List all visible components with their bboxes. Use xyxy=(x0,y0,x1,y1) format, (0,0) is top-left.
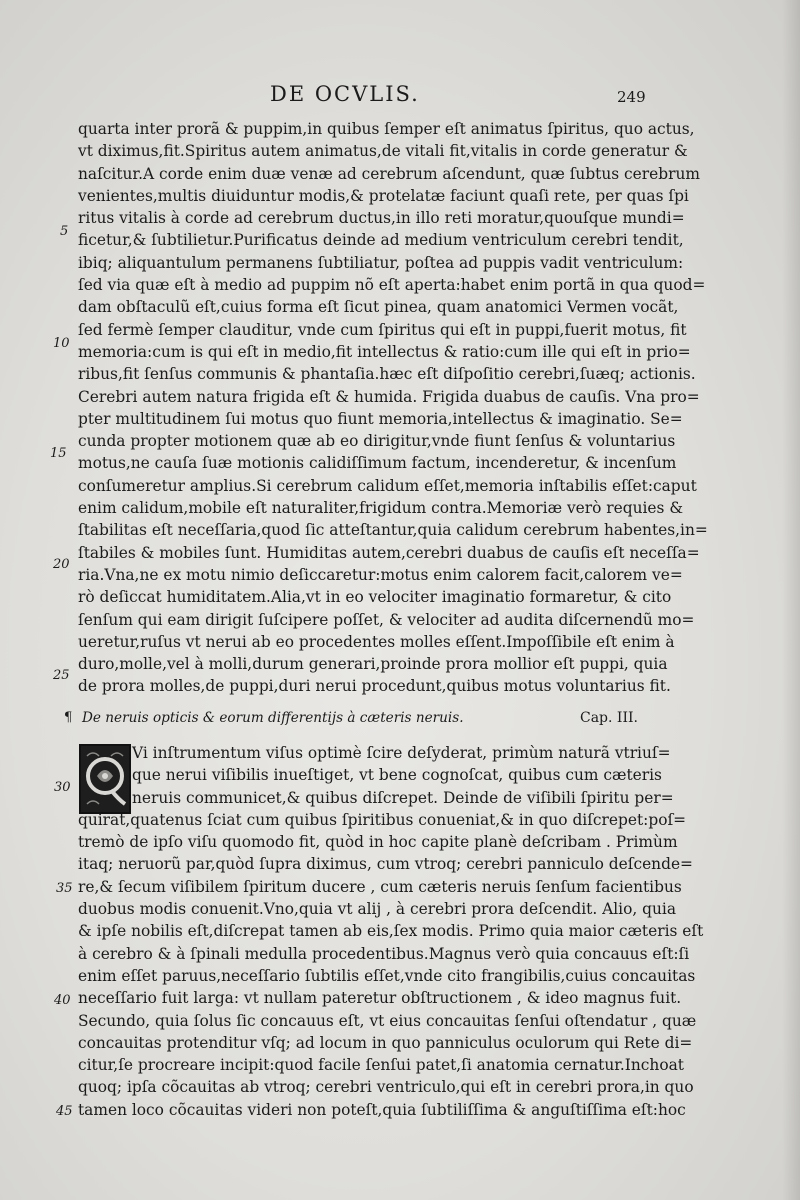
text-line: conſumeretur amplius.Si cerebrum calidum eſſet,memoria inſtabilis eſſet:caput xyxy=(78,476,697,495)
margin-number: 40 xyxy=(54,993,71,1008)
text-line: quarta inter prorã & puppim,in quibus ſemper eſt animatus ſpiritus, quo actus, xyxy=(78,120,695,138)
text-line: cunda propter motionem quæ ab eo dirigitur,vnde fiunt ſenſus & voluntarius xyxy=(78,432,676,451)
text-line: pter multitudinem ſui motus quo fiunt memoria,intellectus & imaginatio. Se= xyxy=(78,409,683,428)
text-line: de prora molles,de puppi,duri nerui procedunt,quibus motus voluntarius fit. xyxy=(78,677,671,696)
text-line: ſed fermè ſemper clauditur, vnde cum ſpiritus qui eſt in puppi,fuerit motus, fit xyxy=(78,320,687,339)
body-text xyxy=(78,118,708,698)
text-line: ria.Vna,ne ex motu nimio deſiccaretur:motus enim calorem facit,calorem ve= xyxy=(78,565,683,584)
text-line: ſtabiles & mobiles ſunt. Humiditas autem,cerebri duabus de cauſis eſt neceſſa= xyxy=(78,543,700,562)
margin-number: 20 xyxy=(53,557,70,572)
margin-number: 15 xyxy=(50,446,67,461)
text-line: enim calidum,mobile eſt naturaliter,frigidum contra.Memoriæ verò requies & xyxy=(78,499,684,518)
margin-number: 45 xyxy=(56,1104,73,1119)
text-line: motus,ne cauſa ſuæ motionis calidiſſimum factum, incenderetur, & incenſum xyxy=(78,454,677,473)
text-line: duobus modis conuenit.Vno,quia vt alij , à cerebri prora deſcendit. Alio, quia xyxy=(78,900,677,919)
chapter-title: De neruis opticis & eorum differentijs à cæteris neruis. xyxy=(82,710,464,726)
text-line: que nerui viſibilis inueſtiget, vt bene cognoſcat, quibus cum cæteris xyxy=(132,766,662,785)
text-line: neceſſario fuit larga: vt nullam pateretur obſtructionem , & ideo magnus fuit. xyxy=(78,989,682,1008)
chapter-heading xyxy=(64,710,674,732)
text-line: ritus vitalis à corde ad cerebrum ductus,in illo reti moratur,quouſque mundi= xyxy=(78,209,685,228)
text-line: dam obſtaculũ eſt,cuius forma eſt ſicut pinea, quam anatomici Vermen vocãt, xyxy=(78,298,679,317)
text-line: tamen loco cõcauitas videri non poteſt,quia ſubtiliſſima & anguſtiſſima eſt:hoc xyxy=(78,1100,686,1119)
text-line: ſenſum qui eam dirigit ſuſcipere poſſet, & velociter ad audita diſcernendũ mo= xyxy=(78,610,695,629)
text-line: ficetur,& ſubtilietur.Purificatus deinde ad medium ventriculum cerebri tendit, xyxy=(78,231,684,250)
text-line: memoria:cum is qui eſt in medio,fit intellectus & ratio:cum ille qui eſt in prio= xyxy=(78,342,691,361)
text-line: neruis communicet,& quibus diſcrepet. Deinde de viſibili ſpiritu per= xyxy=(132,788,674,807)
text-line: à cerebro & à ſpinali medulla procedentibus.Magnus verò quia concauus eſt:ſi xyxy=(78,944,690,963)
text-line: venientes,multis diuiduntur modis,& protelatæ faciunt quaſi rete, per quas ſpi xyxy=(78,186,689,205)
margin-number: 5 xyxy=(60,224,69,239)
text-line: re,& ſecum viſibilem ſpiritum ducere , cum cæteris neruis ſenſum facientibus xyxy=(78,877,682,896)
pilcrow-mark: ¶ xyxy=(64,710,73,725)
chapter-text xyxy=(78,742,704,1121)
text-line: quirat,quatenus ſciat cum quibus ſpiritibus conueniat,& in quo diſcrepet:poſ= xyxy=(78,810,687,829)
text-line: vt diximus,fit.Spiritus autem animatus,de vitali fit,vitalis in corde generatur & xyxy=(78,142,688,161)
running-title: DE OCVLIS. xyxy=(270,82,420,106)
text-line: & ipſe nobilis eſt,diſcrepat tamen ab eis,ſex modis. Primo quia maior cæteris eſt xyxy=(78,922,704,941)
text-line: Secundo, quia ſolus ſic concauus eſt, vt eius concauitas ſenſui oſtendatur , quæ xyxy=(78,1011,697,1030)
margin-number: 35 xyxy=(56,881,73,896)
margin-number: 30 xyxy=(54,780,71,795)
text-line: ueretur,ruſus vt nerui ab eo procedentes molles eſſent.Impoſſibile eſt enim à xyxy=(78,632,675,651)
text-line: rò deſiccat humiditatem.Alia,vt in eo velociter imaginatio formaretur, & cito xyxy=(78,588,672,607)
text-line: naſcitur.A corde enim duæ venæ ad cerebrum aſcendunt, quæ ſubtus cerebrum xyxy=(78,164,700,183)
chapter-number: Cap. III. xyxy=(580,710,638,726)
text-line: Vi inſtrumentum viſus optimè ſcire deſyderat, primùm naturã vtriuſ= xyxy=(132,744,671,762)
text-line: enim eſſet paruus,neceſſario ſubtilis eſſet,vnde cito frangibilis,cuius concauitas xyxy=(78,966,696,985)
page-edge-shadow xyxy=(782,0,800,1200)
text-line: duro,molle,vel à molli,durum generari,proinde prora mollior eſt puppi, quia xyxy=(78,655,668,674)
margin-line-numbers xyxy=(0,0,80,1200)
margin-number: 25 xyxy=(53,668,70,683)
text-line: ſed via quæ eſt à medio ad puppim nõ eſt aperta:habet enim portã in qua quod= xyxy=(78,276,706,295)
text-line: citur,ſe procreare incipit:quod facile ſenſui patet,ſi anatomia cernatur.Inchoat xyxy=(78,1056,684,1075)
text-line: ibiq; aliquantulum permanens ſubtiliatur, poſtea ad puppis vadit ventriculum: xyxy=(78,253,684,272)
text-line: itaq; neruorũ par,quòd ſupra diximus, cum vtroq; cerebri panniculo deſcende= xyxy=(78,855,693,874)
text-line: tremò de ipſo viſu quomodo fit, quòd in hoc capite planè deſcribam . Primùm xyxy=(78,833,678,852)
running-head xyxy=(0,82,800,112)
text-line: ribus,fit ſenſus communis & phantaſia.hæc eſt diſpoſitio cerebri,ſuæq; actionis. xyxy=(78,365,696,384)
text-line: concauitas protenditur vſq; ad locum in quo panniculus oculorum qui Rete di= xyxy=(78,1033,693,1052)
margin-number: 10 xyxy=(53,336,70,351)
page-number: 249 xyxy=(617,88,646,106)
text-line: ſtabilitas eſt neceſſaria,quod ſic atteſtantur,quia calidum cerebrum habentes,in= xyxy=(78,521,708,540)
text-line: Cerebri autem natura frigida eſt & humida. Frigida duabus de cauſis. Vna pro= xyxy=(78,387,700,406)
text-line: quoq; ipſa cõcauitas ab vtroq; cerebri ventriculo,qui eſt in cerebri prora,in quo xyxy=(78,1078,694,1097)
